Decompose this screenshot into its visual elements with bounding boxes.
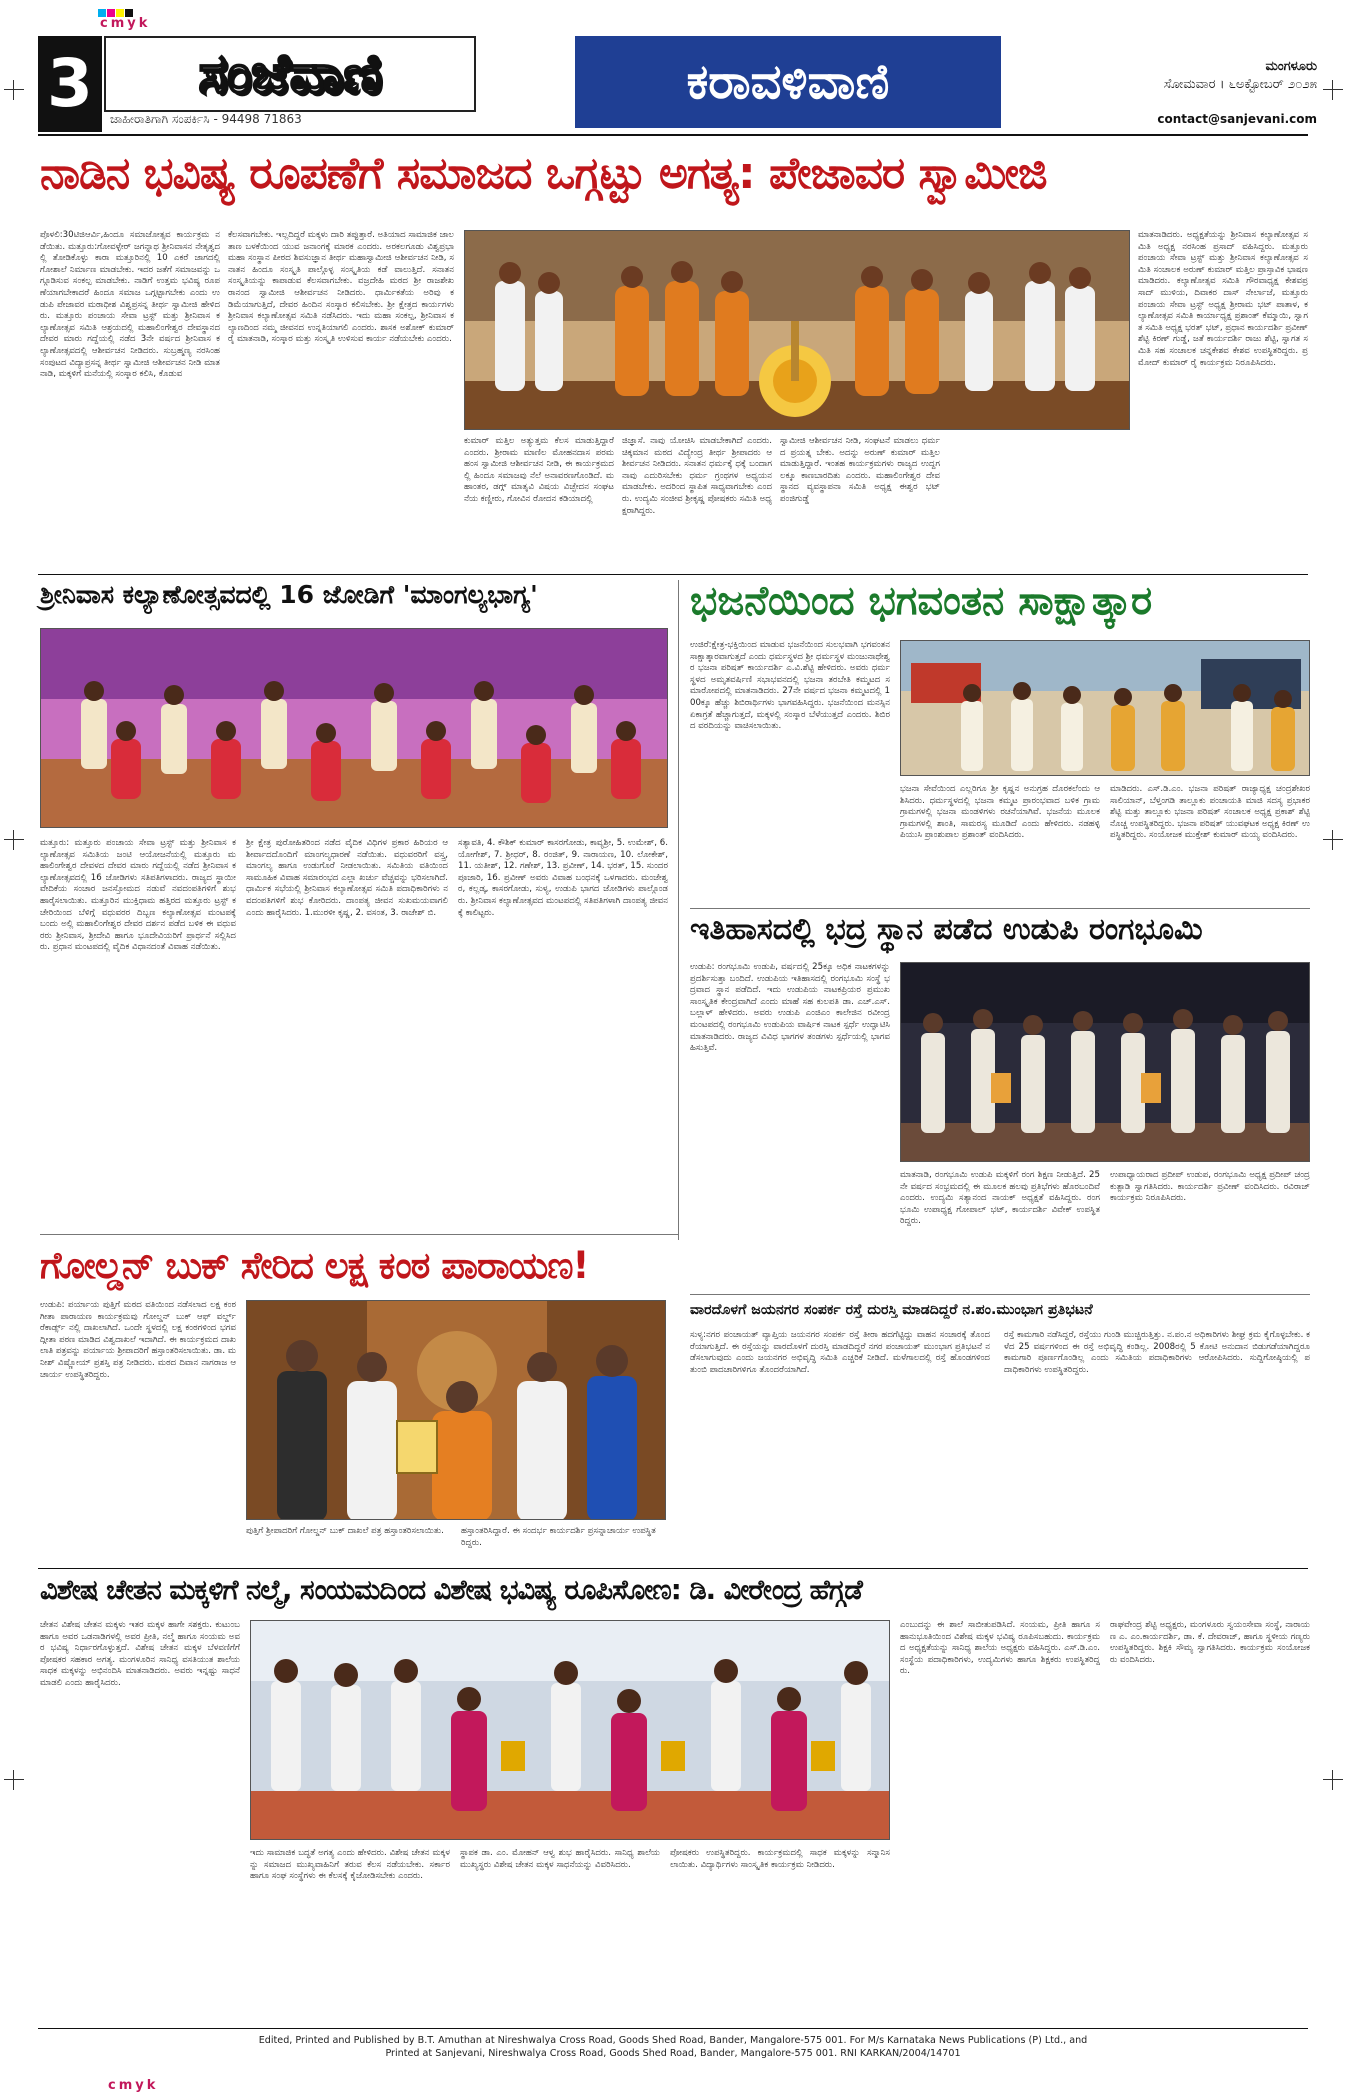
headline-mangalya-part1: ಶ್ರೀನಿವಾಸ ಕಲ್ಯಾಣೋತ್ಸವದಲ್ಲಿ 16 ಜೋಡಿಗೆ: [40, 580, 403, 609]
story6-col1: ಸುಳ್ಯ:ನಗರ ಪಂಚಾಯತ್ ವ್ಯಾಪ್ತಿಯ ಜಯನಗರ ಸಂಪರ್ಕ ರಸ್ತೆ ತೀರಾ ಹದಗೆಟ್ಟಿದ್ದು ವಾಹನ ಸಂಚಾರಕ್ಕೆ ತೊಂದರೆಯಾಗುತ್ತಿದೆ. ಈ ರಸ್ತೆಯನ್ನು ವಾರದೊಳಗೆ ದುರಸ್ತಿ ಮಾಡದಿದ್ದರೆ ನಗರ ಪಂಚಾಯತ್ ಮುಂಭಾಗ ಪ್ರತಿಭಟನೆ ನಡೆಸಲಾಗುವುದು ಎಂದು ಜಯನಗರ ಅಭಿವೃದ್ಧಿ ಸಮಿತಿ ಎಚ್ಚರಿಕೆ ನೀಡಿದೆ. ಮಳೆಗಾಲದಲ್ಲಿ ರಸ್ತೆ ಹೊಂಡಗಳಿಂದ ತುಂಬಿ ಪಾದಚಾರಿಗಳಿಗೂ ತೊಂದರೆಯಾಗಿದೆ.: [690, 1330, 990, 1375]
section-rule: [690, 1294, 1310, 1295]
imprint-footer: [38, 2034, 1308, 2060]
headline-rangabhoomi: ಇತಿಹಾಸದಲ್ಲಿ ಭದ್ರ ಸ್ಥಾನ ಪಡೆದ ಉಡುಪಿ ರಂಗಭೂಮಿ: [690, 912, 1203, 947]
story2-col1: ಮತ್ತೂರು: ಮತ್ತೂರು ಪಂಚಾಯ ಸೇವಾ ಟ್ರಸ್ಟ್ ಮತ್ತು ಶ್ರೀನಿವಾಸ ಕಲ್ಯಾಣೋತ್ಸವ ಸಮಿತಿಯ ಜಂಟಿ ಆಯೋಜನೆಯಲ್ಲಿ ಮತ್ತೂರು ಮಹಾಲಿಂಗೇಶ್ವರ ದೇವಳದ ದೇವರ ಮಾರು ಗದ್ದೆಯಲ್ಲಿ ನಡೆದ ಶ್ರೀನಿವಾಸ ಕಲ್ಯಾಣೋತ್ಸವದಲ್ಲಿ 16 ಜೋಡಿಗಳು ಸತಿಪತಿಗಳಾದರು. ರಾಜ್ಯದ ಸ್ಥಾಯೀ ವೇದಿಕೆಯ ಸಂಚಾರ ಜನಸ್ತೋಮದ ನಡುವೆ ನವದಂಪತಿಗಳಿಗೆ ಶುಭ ಹಾರೈಸಲಾಯಿತು. ಮತ್ತೂರಿನ ಮುಕ್ತಿಧಾಮ ಹತ್ತಿರದ ಮತ್ತೂರು ಟ್ರಸ್ಟ್ ಕಚೇರಿಯಿಂದ ಬೆಳಿಗ್ಗೆ ವಧುವರರ ದಿಬ್ಬಣ ಕಲ್ಯಾಣೋತ್ಸವ ಮಂಟಪಕ್ಕೆ ಬಂದು ಅಲ್ಲಿ ಮಹಾಲಿಂಗೇಶ್ವರ ದೇವರ ದರ್ಶನ ಪಡೆದ ಬಳಿಕ ಈ ವಧುವರರು ಶ್ರೀನಿವಾಸ, ಶ್ರೀದೇವಿ ಹಾಗೂ ಭೂದೇವಿಯರಿಗೆ ಪ್ರಾರ್ಥನೆ ಸಲ್ಲಿಸಿದರು. ಪ್ರಧಾನ ಮಂಟಪದಲ್ಲಿ ವೈದಿಕ ವಿಧಾನದಂತೆ ವಿವಾಹ ನಡೆಯಿತು.: [40, 838, 236, 953]
section-rule: [38, 574, 1308, 575]
story7-col4: ಪೋಷಕರು ಉಪಸ್ಥಿತರಿದ್ದರು. ಕಾರ್ಯಕ್ರಮದಲ್ಲಿ ಸಾಧಕ ಮಕ್ಕಳನ್ನು ಸನ್ಮಾನಿಸಲಾಯಿತು. ವಿದ್ಯಾರ್ಥಿಗಳು ಸಾಂಸ್ಕೃತಿಕ ಕಾರ್ಯಕ್ರಮ ನೀಡಿದರು.: [670, 1848, 890, 1870]
story5-col1: ಉಡುಪಿ: ಪರ್ಯಾಯ ಪುತ್ತಿಗೆ ಮಠದ ವತಿಯಿಂದ ನಡೆಸಲಾದ ಲಕ್ಷ ಕಂಠ ಗೀತಾ ಪಾರಾಯಣ ಕಾರ್ಯಕ್ರಮವು ಗೋಲ್ಡನ್ ಬುಕ್ ಆಫ್ ವರ್ಲ್ಡ್ ರೆಕಾರ್ಡ್ಸ್ ನಲ್ಲಿ ದಾಖಲಾಗಿದೆ. ಒಂದೇ ಸ್ಥಳದಲ್ಲಿ ಲಕ್ಷ ಕಂಠಗಳಿಂದ ಭಗವದ್ಗೀತಾ ಪಠಣ ಮಾಡಿದ ವಿಶ್ವದಾಖಲೆ ಇದಾಗಿದೆ. ಈ ಕಾರ್ಯಕ್ರಮದ ದಾಖಲಾತಿ ಪತ್ರವನ್ನು ಪರ್ಯಾಯ ಶ್ರೀಪಾದರಿಗೆ ಹಸ್ತಾಂತರಿಸಲಾಯಿತು. ಡಾ. ಮನೀಶ್ ವಿಷ್ಣೋಯ್ ಪ್ರಶಸ್ತಿ ಪತ್ರ ನೀಡಿದರು. ಮಠದ ದಿವಾನ ನಾಗರಾಜ ಆಚಾರ್ಯ ಉಪಸ್ಥಿತರಿದ್ದರು.: [40, 1300, 236, 1380]
story1-col5: ಸ್ವಾಮೀಜಿ ಆಶೀರ್ವಚನ ನೀಡಿ, ಸಂಘಟನೆ ಮಾಡಲು ಧರ್ಮದ ಪ್ರಯತ್ನ ಬೇಕು. ಅದನ್ನು ಅರುಣ್ ಕುಮಾರ್ ಮತ್ತಿಲ ಮಾಡುತ್ತಿದ್ದಾರೆ. ಇಂತಹ ಕಾರ್ಯಕ್ರಮಗಳು ರಾಜ್ಯದ ಉದ್ದಗಲಕ್ಕೂ ಕಾಣಬಾರದಿತು ಎಂದರು. ಮಹಾಲಿಂಗೇಶ್ವರ ದೇವಸ್ಥಾನದ ವ್ಯವಸ್ಥಾಪನಾ ಸಮಿತಿ ಅಧ್ಯಕ್ಷ ಈಶ್ವರ ಭಟ್ ಪಂಜಿಗುಡ್ಡೆ: [780, 436, 940, 504]
headline-bhajane: ಭಜನೆಯಿಂದ ಭಗವಂತನ ಸಾಕ್ಷಾತ್ಕಾರ: [690, 578, 1153, 624]
dateline: [1164, 58, 1317, 94]
story4-col2: ಮಾತನಾಡಿ, ರಂಗಭೂಮಿ ಉಡುಪಿ ಮಕ್ಕಳಿಗೆ ರಂಗ ಶಿಕ್ಷಣ ನೀಡುತ್ತಿದೆ. 25ನೇ ವರ್ಷದ ಸಂಭ್ರಮದಲ್ಲಿ ಈ ಮೂಲಕ ಹಲವು ಪ್ರತಿಭೆಗಳು ಹೊರಬಂದಿವೆ ಎಂದರು. ಉದ್ಯಮಿ ಸತ್ಯಾನಂದ ನಾಯಕ್ ಅಧ್ಯಕ್ಷತೆ ವಹಿಸಿದ್ದರು. ರಂಗಭೂಮಿ ಉಪಾಧ್ಯಕ್ಷ ಗೋಪಾಲ್ ಭಟ್, ಕಾರ್ಯದರ್ಶಿ ವಿವೇಕ್ ಉಪಸ್ಥಿತರಿದ್ದರು.: [900, 1170, 1100, 1227]
headline-heggade: ವಿಶೇಷ ಚೇತನ ಮಕ್ಕಳಿಗೆ ನಲ್ಮೆ, ಸಂಯಮದಿಂದ ವಿಶೇಷ ಭವಿಷ್ಯ ರೂಪಿಸೋಣ: ಡಿ. ವೀರೇಂದ್ರ ಹೆಗ್ಗಡೆ: [40, 1574, 862, 1606]
felicitation-photo: [251, 1621, 890, 1840]
story7-col3: ಸ್ಥಾಪಕ ಡಾ. ಎಂ. ಮೋಹನ್ ಆಳ್ವ ಶುಭ ಹಾರೈಸಿದರು. ಸಾನಿಧ್ಯ ಶಾಲೆಯ ಮುಖ್ಯಸ್ಥರು ವಿಶೇಷ ಚೇತನ ಮಕ್ಕಳ ಸಾಧನೆಯನ್ನು ವಿವರಿಸಿದರು.: [460, 1848, 660, 1870]
certificate-photo: [247, 1301, 666, 1520]
wedding-photo: [41, 629, 668, 828]
ceremony-photo: [465, 231, 1130, 430]
story1-col1: ಪೊಳಲಿ:30ಟಿಜಿಆರ್ವಿ,ಹಿಂದೂ ಸಮಾಜೋತ್ಸವ ಕಾರ್ಯಕ್ರಮ ನಡೆಯಿತು. ಮತ್ತೂರು:ಗೋವಳ್ಳೇರ್ ಜಗನ್ನಾಥ ಶ್ರೀನಿವಾಸನ ನೇತೃತ್ವದಲ್ಲಿ ತೋಡಿಕೊಳ್ಳು ಕಾರಾ ಮತ್ತೂರಿನಲ್ಲಿ 10 ಎಕರೆ ಜಾಗದಲ್ಲಿ ಗೋಶಾಲೆ ನಿರ್ಮಾಣ ಮಾಡಬೇಕು. ಇದರ ಜತೆಗೆ ಸಮಾಜವನ್ನು ಒಗ್ಗೂಡಿಸುವ ಸಂಕಲ್ಪ ಮಾಡಬೇಕು. ನಾಡಿಗೆ ಉತ್ತಮ ಭವಿಷ್ಯ ರೂಪಣೆಯಾಗಬೇಕಾದರೆ ಹಿಂದೂ ಸಮಾಜ ಒಗ್ಗಟ್ಟಾಗಬೇಕು ಎಂದು ಉಡುಪಿ ಪೇಜಾವರ ಮಠಾಧೀಶ ವಿಶ್ವಪ್ರಸನ್ನ ತೀರ್ಥ ಸ್ವಾಮೀಜಿ ಹೇಳಿದರು. ಮತ್ತೂರು ಪಂಚಾಯ ಸೇವಾ ಟ್ರಸ್ಟ್ ಮತ್ತು ಶ್ರೀನಿವಾಸ ಕಲ್ಯಾಣೋತ್ಸವ ಸಮಿತಿ ಆಶ್ರಯದಲ್ಲಿ ಮಹಾಲಿಂಗೇಶ್ವರ ದೇವಸ್ಥಾನದ ದೇವರ ಮಾರು ಗದ್ದೆಯಲ್ಲಿ ನಡೆದ 3ನೇ ವರ್ಷದ ಶ್ರೀನಿವಾಸ ಕಲ್ಯಾಣೋತ್ಸವದಲ್ಲಿ ಆಶೀರ್ವಚನ ನೀಡಿದರು. ಸುಬ್ರಹ್ಮಣ್ಯ ನರಸಿಂಹ ಸಂಪುಟದ ವಿದ್ಯಾಪ್ರಸನ್ನ ತೀರ್ಥ ಸ್ವಾಮೀಜಿ ಆಶೀರ್ವಚನ ನೀಡಿ ಮಾತನಾಡಿ, ಮಕ್ಕಳಿಗೆ ಮನೆಯಲ್ಲಿ ಸಂಸ್ಕಾರ ಕಲಿಸಿ, ಕೊಡುವ: [40, 230, 220, 380]
story3-col2: ಭಜನಾ ಸೇವೆಯಿಂದ ಎಲ್ಲರಿಗೂ ಶ್ರೀ ಕೃಷ್ಣನ ಅನುಗ್ರಹ ದೊರಕಲೆಂದು ಆಶಿಸಿದರು. ಧರ್ಮಸ್ಥಳದಲ್ಲಿ ಭಜನಾ ಕಮ್ಮಟ ಪ್ರಾರಂಭವಾದ ಬಳಿಕ ಗ್ರಾಮ ಗ್ರಾಮಗಳಲ್ಲಿ ಭಜನಾ ಮಂಡಳಿಗಳು ರಚನೆಯಾಗಿವೆ. ಭಜನೆಯ ಮೂಲಕ ಗ್ರಾಮಗಳಲ್ಲಿ ಶಾಂತಿ, ಸಾಮರಸ್ಯ ಮೂಡಿದೆ ಎಂದು ಹೇಳಿದರು. ನಡಹಳ್ಳಿ ಪಿಯುಸಿ ಪ್ರಾಂಶುಪಾಲ ಪ್ರಶಾಂತ್ ವಂದಿಸಿದರು.: [900, 784, 1100, 841]
story7-col5: ಎಂಬುದನ್ನು ಈ ಶಾಲೆ ಸಾಬೀತುಪಡಿಸಿದೆ. ಸಂಯಮ, ಪ್ರೀತಿ ಹಾಗೂ ಸಹಾನುಭೂತಿಯಿಂದ ವಿಶೇಷ ಮಕ್ಕಳ ಭವಿಷ್ಯ ರೂಪಿಸಬಹುದು. ಕಾರ್ಯಕ್ರಮದ ಅಧ್ಯಕ್ಷತೆಯನ್ನು ಸಾನಿಧ್ಯ ಶಾಲೆಯ ಅಧ್ಯಕ್ಷರು ವಹಿಸಿದ್ದರು. ಎಸ್.ಡಿ.ಎಂ. ಸಂಸ್ಥೆಯ ಪದಾಧಿಕಾರಿಗಳು, ಉದ್ಯಮಿಗಳು ಹಾಗೂ ಶಿಕ್ಷಕರು ಉಪಸ್ಥಿತರಿದ್ದರು.: [900, 1620, 1100, 1677]
section-rule: [690, 908, 1310, 909]
story1-col3: ಕುಮಾರ್ ಮತ್ತಿಲ ಅತ್ಯುತ್ತಮ ಕೆಲಸ ಮಾಡುತ್ತಿದ್ದಾರೆ ಎಂದರು. ಶ್ರೀರಾಮ ಮಾಣಿಲ ಮೋಹನದಾಸ ಪರಮಹಂಸ ಸ್ವಾಮೀಜಿ ಆಶೀರ್ವಚನ ನೀಡಿ, ಈ ಕಾರ್ಯಕ್ರಮದಲ್ಲಿ ಹಿಂದೂ ಸಮಾಜವು ನೆಲೆ ಅನಾವರಣಗೊಂಡಿದೆ. ಮಹಾಂತರ, ಡಗ್ಗ್ ಮಾತೃವಿ ವಿಷಯ ವಿಚ್ಛೇದನ ಸಂಘಟನೆಯ ಕಣ್ಣೀರು, ಗೋವಿನ ರೋದನ ಕಡಿಯಾದಲ್ಲಿ: [464, 436, 614, 504]
registration-mark: [1323, 80, 1343, 100]
story6-col2: ರಸ್ತೆ ಕಾಮಗಾರಿ ನಡೆಸಿದ್ದರೆ, ರಸ್ತೆಯು ಗುಂಡಿ ಮುಚ್ಚಿರುತ್ತಿತ್ತು. ನ.ಪಂ.ನ ಅಧಿಕಾರಿಗಳು ಶೀಘ್ರ ಕ್ರಮ ಕೈಗೊಳ್ಳಬೇಕು. ಕಳೆದ 25 ವರ್ಷಗಳಿಂದ ಈ ರಸ್ತೆ ಅಭಿವೃದ್ಧಿ ಕಂಡಿಲ್ಲ. 2008ರಲ್ಲಿ 5 ಕೋಟಿ ಅನುದಾನ ಬಿಡುಗಡೆಯಾಗಿದ್ದರೂ ಕಾಮಗಾರಿ ಪೂರ್ಣಗೊಂಡಿಲ್ಲ ಎಂದು ಸಮಿತಿಯ ಪದಾಧಿಕಾರಿಗಳು ಆರೋಪಿಸಿದರು. ಸುದ್ದಿಗೋಷ್ಠಿಯಲ್ಲಿ ಪದಾಧಿಕಾರಿಗಳು ಉಪಸ್ಥಿತರಿದ್ದರು.: [1004, 1330, 1310, 1375]
story1-col6: ಮಾತನಾಡಿದರು. ಅಧ್ಯಕ್ಷತೆಯನ್ನು ಶ್ರೀನಿವಾಸ ಕಲ್ಯಾಣೋತ್ಸವ ಸಮಿತಿ ಅಧ್ಯಕ್ಷ ನರಸಿಂಹ ಪ್ರಸಾದ್ ವಹಿಸಿದ್ದರು. ಮತ್ತೂರು ಪಂಚಾಯ ಸೇವಾ ಟ್ರಸ್ಟ್ ಮತ್ತು ಶ್ರೀನಿವಾಸ ಕಲ್ಯಾಣೋತ್ಸವ ಸಮಿತಿ ಸಂಚಾಲಕ ಅರುಣ್ ಕುಮಾರ್ ಮತ್ತಿಲ ಪ್ರಾಸ್ತಾವಿಕ ಭಾಷಣ ಮಾಡಿದರು. ಕಲ್ಯಾಣೋತ್ಸವ ಸಮಿತಿ ಗೌರವಾಧ್ಯಕ್ಷ ಕೇಶವಪ್ರಸಾದ್ ಮುಳಿಯ, ದಿವಾಕರ ದಾಸ್ ನೇರ್ಲಾಜೆ, ಮತ್ತೂರು ಪಂಚಾಯ ಸೇವಾ ಟ್ರಸ್ಟ್ ಅಧ್ಯಕ್ಷ ಶ್ರೀರಾಮ ಭಟ್ ಪಾತಾಳ, ಕಲ್ಯಾಣೋತ್ಸವ ಸಮಿತಿ ಕಾರ್ಯಾಧ್ಯಕ್ಷ ಪ್ರಶಾಂತ್ ಕೆಮ್ಮಾಯಿ, ಸ್ವಾಗತ ಸಮಿತಿ ಅಧ್ಯಕ್ಷ ಭರತ್ ಭಟ್, ಪ್ರಧಾನ ಕಾರ್ಯದರ್ಶಿ ಪ್ರವೀಣ್ ಶೆಟ್ಟಿ ಕಿರಣ್ ಗುಡ್ಡೆ, ಜತೆ ಕಾರ್ಯದರ್ಶಿ ರಾಜು ಶೆಟ್ಟಿ, ಸ್ವಾಗತ ಸಮಿತಿ ಸಹ ಸಂಚಾಲಕ ಚನ್ನಕೇಶವ ಕೇಶವ ಉಪಸ್ಥಿತರಿದ್ದರು. ಪ್ರಮೋದ್ ಕುಮಾರ್ ರೈ ಕಾರ್ಯಕ್ರಮ ನಿರೂಪಿಸಿದರು.: [1138, 230, 1308, 368]
imprint-line-1: Edited, Printed and Published by B.T. Amuthan at Nireshwalya Cross Road, Goods Shed Road, Bander, Mangalore-575 001. For M/s Karnataka News Publications (P) Ltd., and: [258, 2035, 1088, 2046]
headline-pejavara: ನಾಡಿನ ಭವಿಷ್ಯ ರೂಪಣೆಗೆ ಸಮಾಜದ ಒಗ್ಗಟ್ಟು ಅಗತ್ಯ: ಪೇಜಾವರ ಸ್ವಾಮೀಜಿ: [40, 148, 1047, 199]
story4-col1: ಉಡುಪಿ: ರಂಗಭೂಮಿ ಉಡುಪಿ, ವರ್ಷದಲ್ಲಿ 25ಕ್ಕೂ ಅಧಿಕ ನಾಟಕಗಳನ್ನು ಪ್ರದರ್ಶಿಸುತ್ತಾ ಬಂದಿದೆ. ಉಡುಪಿಯ ಇತಿಹಾಸದಲ್ಲಿ ರಂಗಭೂಮಿ ಸಂಸ್ಥೆ ಭದ್ರವಾದ ಸ್ಥಾನ ಪಡೆದಿದೆ. ಇದು ಉಡುಪಿಯ ನಾಟಕಪ್ರಿಯರ ಪ್ರಮುಖ ಸಾಂಸ್ಕೃತಿಕ ಕೇಂದ್ರವಾಗಿದೆ ಎಂದು ಮಾಹೆ ಸಹ ಕುಲಪತಿ ಡಾ. ಎಚ್.ಎಸ್. ಬಲ್ಲಾಳ್ ಹೇಳಿದರು. ಅವರು ಉಡುಪಿ ಎಂಜಿಎಂ ಕಾಲೇಜಿನ ರವೀಂದ್ರ ಮಂಟಪದಲ್ಲಿ ರಂಗಭೂಮಿ ಉಡುಪಿಯ ವಾರ್ಷಿಕ ನಾಟಕ ಸ್ಪರ್ಧೆ ಉದ್ಘಾಟಿಸಿ ಮಾತನಾಡಿದರು. ರಾಜ್ಯದ ವಿವಿಧ ಭಾಗಗಳ ತಂಡಗಳು ಸ್ಪರ್ಧೆಯಲ್ಲಿ ಭಾಗವಹಿಸುತ್ತಿವೆ.: [690, 962, 890, 1054]
masthead-ad-contact: ಜಾಹೀರಾತಿಗಾಗಿ ಸಂಪರ್ಕಿಸಿ - 94498 71863: [110, 112, 302, 126]
story2-col2: ಶ್ರೀ ಕ್ಷೇತ್ರ ಪುರೋಹಿತರಿಂದ ನಡೆದ ವೈದಿಕ ವಿಧಿಗಳ ಪ್ರಕಾರ ಹಿರಿಯರ ಆಶೀರ್ವಾದದೊಂದಿಗೆ ಮಾಂಗಲ್ಯಧಾರಣೆ ನಡೆಯಿತು. ವಧುವರರಿಗೆ ವಸ್ತ್ರ, ಮಾಂಗಲ್ಯ ಹಾಗೂ ಉಡುಗೊರೆ ನೀಡಲಾಯಿತು. ಸಮಿತಿಯ ವತಿಯಿಂದ ಸಾಮೂಹಿಕ ವಿವಾಹ ಸಮಾರಂಭದ ಎಲ್ಲಾ ಖರ್ಚು ವೆಚ್ಚವನ್ನು ಭರಿಸಲಾಗಿದೆ. ಧಾರ್ಮಿಕ ಸಭೆಯಲ್ಲಿ ಶ್ರೀನಿವಾಸ ಕಲ್ಯಾಣೋತ್ಸವ ಸಮಿತಿ ಪದಾಧಿಕಾರಿಗಳು ನವದಂಪತಿಗಳಿಗೆ ಶುಭ ಕೋರಿದರು. ದಾಂಪತ್ಯ ಜೀವನ ಸುಖಮಯವಾಗಲಿ ಎಂದು ಹಾರೈಸಿದರು. 1.ಮುರಳೀ ಕೃಷ್ಣ, 2. ವಸಂತ, 3. ರಾಜೇಶ್ ಬಿ.: [246, 838, 448, 918]
story5-caption2: ಹಸ್ತಾಂತರಿಸಿದ್ದಾರೆ. ಈ ಸಂದರ್ಭ ಕಾರ್ಯದರ್ಶಿ ಪ್ರಸನ್ನಾಚಾರ್ಯ ಉಪಸ್ಥಿತರಿದ್ದರು.: [461, 1526, 656, 1548]
footer-rule: [38, 2028, 1308, 2029]
registration-mark: [4, 1770, 24, 1790]
story4-col3: ಉಪಾಧ್ಯಾಯರಾದ ಪ್ರದೀಪ್ ಉಡುಪ, ರಂಗಭೂಮಿ ಅಧ್ಯಕ್ಷ ಪ್ರದೀಪ್ ಚಂದ್ರ ಕುತ್ಪಾಡಿ ಸ್ವಾಗತಿಸಿದರು. ಕಾರ್ಯದರ್ಶಿ ಪ್ರವೀಣ್ ವಂದಿಸಿದರು. ರವಿರಾಜ್ ಕಾರ್ಯಕ್ರಮ ನಿರೂಪಿಸಿದರು.: [1110, 1170, 1310, 1204]
headline-mangalya: [40, 580, 538, 610]
section-rule: [38, 1568, 1308, 1569]
story7-col2: ಇದು ಸಾಮಾಜಿಕ ಬದ್ಧತೆ ಅಗತ್ಯ ಎಂದು ಹೇಳಿದರು. ವಿಶೇಷ ಚೇತನ ಮಕ್ಕಳನ್ನು ಸಮಾಜದ ಮುಖ್ಯವಾಹಿನಿಗೆ ತರುವ ಕೆಲಸ ನಡೆಯಬೇಕು. ಸರ್ಕಾರ ಹಾಗೂ ಸಂಘ ಸಂಸ್ಥೆಗಳು ಈ ಕೆಲಸಕ್ಕೆ ಕೈಜೋಡಿಸಬೇಕು ಎಂದರು.: [250, 1848, 450, 1882]
column-divider: [678, 580, 679, 1240]
bhajan-photo: [901, 641, 1310, 776]
theatre-photo: [901, 963, 1310, 1162]
registration-mark: [1323, 1770, 1343, 1790]
story3-col1: ಉಜಿರೆ:ಕ್ಷೇತ್ರ-ಭಕ್ತಿಯಿಂದ ಮಾಡುವ ಭಜನೆಯಿಂದ ಸುಲಭವಾಗಿ ಭಗವಂತನ ಸಾಕ್ಷಾತ್ಕಾರವಾಗುತ್ತದೆ ಎಂದು ಧರ್ಮಸ್ಥಳದ ಶ್ರೀ ಧರ್ಮಸ್ಥಳ ಮಂಜುನಾಥೇಶ್ವರ ಭಜನಾ ಪರಿಷತ್ ಕಾರ್ಯದರ್ಶಿ ಎ.ವಿ.ಶೆಟ್ಟಿ ಹೇಳಿದರು. ಅವರು ಧರ್ಮಸ್ಥಳದ ಅಮೃತವರ್ಷಿಣಿ ಸಭಾಭವನದಲ್ಲಿ ಭಜನಾ ತರಬೇತಿ ಕಮ್ಮಟದ ಸಮಾರೋಪದಲ್ಲಿ ಮಾತನಾಡಿದರು. 27ನೇ ವರ್ಷದ ಭಜನಾ ಕಮ್ಮಟದಲ್ಲಿ 100ಕ್ಕೂ ಹೆಚ್ಚು ಶಿಬಿರಾರ್ಥಿಗಳು ಭಾಗವಹಿಸಿದ್ದರು. ಭಜನೆಯಿಂದ ಮನಸ್ಸಿನ ಏಕಾಗ್ರತೆ ಹೆಚ್ಚಾಗುತ್ತದೆ, ಮಕ್ಕಳಲ್ಲಿ ಸಂಸ್ಕಾರ ಬೆಳೆಯುತ್ತದೆ ಎಂದರು. ಶಿಬಿರದ ವರದಿಯನ್ನು ವಾಚಿಸಲಾಯಿತು.: [690, 640, 890, 732]
page-number: 3: [38, 36, 102, 132]
masthead-right-title: ಕರಾವಳಿವಾಣಿ: [686, 53, 890, 110]
story1-col2: ಕೆಲಸವಾಗಬೇಕು. ಇಲ್ಲದಿದ್ದರೆ ಮಕ್ಕಳು ದಾರಿ ತಪ್ಪುತ್ತಾರೆ. ಅತಿಯಾದ ಸಾಮಾಜಿಕ ಜಾಲತಾಣ ಬಳಕೆಯಿಂದ ಯುವ ಜನಾಂಗಕ್ಕೆ ಮಾರಕ ಎಂದರು. ಅರಕಲಗೂಡು ವಿಶ್ವಪ್ರಭಾ ಮಹಾ ಸಂಸ್ಥಾನ ಪೀಠದ ಶಿವಸುಜ್ಞಾನ ತೀರ್ಥ ಮಹಾಸ್ವಾಮೀಜಿ ಆಶೀರ್ವಚನ ನೀಡಿ, ಸನಾತನ ಹಿಂದೂ ಸಂಸ್ಕೃತಿ ಪಾಲ್ಗೊಳ್ಳ ಸಂಸ್ಕೃತಿಯ ಕಡೆ ವಾಲುತ್ತಿದೆ. ಸನಾತನ ಸಂಸ್ಕೃತಿಯನ್ನು ಕಾಪಾಡುವ ಕೆಲಸವಾಗಬೇಕು. ವಜ್ರದೇಹಿ ಮಠದ ಶ್ರೀ ರಾಜಶೇಖರಾನಂದ ಸ್ವಾಮೀಜಿ ಆಶೀರ್ವಚನ ನೀಡಿದರು. ಧಾರ್ಮಿಕತೆಯ ಅರಿವು ಕಡಿಮೆಯಾಗುತ್ತಿದೆ, ದೇವರ ಹಿಂದಿನ ಸಂಸ್ಕಾರ ಕಲಿಸಬೇಕು. ಶ್ರೀ ಕ್ಷೇತ್ರದ ಕಾರ್ಯಗಳು ಶ್ರೀನಿವಾಸ ಕಲ್ಯಾಣೋತ್ಸವ ಸಮಿತಿ ನಡೆಸಿದರು. ಇದು ಮಹಾ ಸಂಕಲ್ಪ, ಶ್ರೀನಿವಾಸ ಕಲ್ಯಾಣದಿಂದ ನಮ್ಮ ಜೀವನದ ಉನ್ನತಿಯಾಗಲಿ ಎಂದರು. ಶಾಸಕ ಅಶೋಕ್ ಕುಮಾರ್ ರೈ ಮಾತನಾಡಿ, ಸಂಸ್ಕಾರ ಮತ್ತು ಸಂಸ್ಕೃತಿ ಉಳಿಸುವ ಕಾರ್ಯ ನಡೆಯಬೇಕು ಎಂದರು.: [228, 230, 454, 345]
city: ಮಂಗಳೂರು: [1265, 59, 1317, 74]
date: ಸೋಮವಾರ । ೬ಅಕ್ಟೋಬರ್ ೨೦೨೫: [1163, 77, 1317, 92]
masthead-rule: [38, 134, 1308, 136]
masthead-left-title: ಸಂಜೆವಾಣಿ: [198, 42, 382, 105]
story7-col1: ಚೇತನ ವಿಶೇಷ ಚೇತನ ಮಕ್ಕಳು ಇತರ ಮಕ್ಕಳ ಹಾಗೇ ಸಶಕ್ತರು. ಕುಟುಂಬ ಹಾಗೂ ಅವರ ಒಡನಾಡಿಗಳಲ್ಲಿ ಅವರ ಪ್ರೀತಿ, ನಲ್ಮೆ ಹಾಗೂ ಸಂಯಮ ಅವರ ಭವಿಷ್ಯ ನಿರ್ಧಾರಗೊಳ್ಳುತ್ತದೆ. ವಿಶೇಷ ಚೇತನ ಮಕ್ಕಳ ಬೆಳವಣಿಗೆಗೆ ಪೋಷಕರ ಸಹಕಾರ ಅಗತ್ಯ. ಮಂಗಳೂರಿನ ಸಾನಿಧ್ಯ ವಸತಿಯುತ ಶಾಲೆಯ ಸಾಧಕ ಮಕ್ಕಳನ್ನು ಅಭಿನಂದಿಸಿ ಮಾತನಾಡಿದರು. ಅವರು ಇನ್ನಷ್ಟು ಸಾಧನೆ ಮಾಡಲಿ ಎಂದು ಹಾರೈಸಿದರು.: [40, 1620, 240, 1688]
story3-col3: ಮಾಡಿದರು. ಎಸ್.ಡಿ.ಎಂ. ಭಜನಾ ಪರಿಷತ್ ರಾಜ್ಯಾಧ್ಯಕ್ಷ ಚಂದ್ರಶೇಖರ ಸಾಲಿಯಾನ್, ಬೆಳ್ತಂಗಡಿ ತಾಲ್ಲೂಕು ಪಂಚಾಯತಿ ಮಾಜಿ ಸದಸ್ಯ ಪ್ರಭಾಕರ ಶೆಟ್ಟಿ ಮತ್ತು ತಾಲ್ಲೂಕು ಭಜನಾ ಪರಿಷತ್ ಸಂಚಾಲಕ ಅಧ್ಯಕ್ಷ ಪ್ರಕಾಶ್ ಶೆಟ್ಟಿ ನೊಚ್ಚ ಉಪಸ್ಥಿತರಿದ್ದರು. ಭಜನಾ ಪರಿಷತ್ ಯುವಘಟಕ ಅಧ್ಯಕ್ಷ ಕಿರಣ್ ಉಪಸ್ಥಿತರಿದ್ದರು. ಸಂಯೋಜಕ ಮುಕ್ತೇಶ್ ಕುಮಾರ್ ಮಯ್ಯ ವಂದಿಸಿದರು.: [1110, 784, 1310, 841]
story3-photo: [900, 640, 1310, 776]
cmyk-label-top: cmyk: [100, 16, 151, 31]
story5-caption1: ಪುತ್ತಿಗೆ ಶ್ರೀಪಾದರಿಗೆ ಗೋಲ್ಡನ್ ಬುಕ್ ದಾಖಲೆ ಪತ್ರ ಹಸ್ತಾಂತರಿಸಲಾಯಿತು.: [246, 1526, 444, 1536]
story2-col3: ಸತ್ಯಾವತಿ, 4. ಕೌಶಿಕ್ ಕುಮಾರ್ ಕಾಸರಗೋಡು, ಕಾವ್ಯಶ್ರೀ, 5. ಉಮೇಶ್, 6. ಯೋಗೇಶ್, 7. ಶ್ರೀಧರ್, 8. ರಂಜಿತ್, 9. ನಾರಾಯಣ, 10. ಲೋಕೇಶ್, 11. ಯತೀಶ್, 12. ಗಣೇಶ್, 13. ಪ್ರವೀಣ್, 14. ಭರತ್, 15. ಸುಂದರ ಪೂಜಾರಿ, 16. ಪ್ರವೀಣ್ ಅವರು ವಿವಾಹ ಬಂಧನಕ್ಕೆ ಒಳಗಾದರು. ಮಂಜೇಶ್ವರ, ಕಲ್ಲಡ್ಕ, ಕಾಸರಗೋಡು, ಸುಳ್ಯ, ಉಡುಪಿ ಭಾಗದ ಜೋಡಿಗಳು ಪಾಲ್ಗೊಂಡರು. ಶ್ರೀನಿವಾಸ ಕಲ್ಯಾಣೋತ್ಸವದ ಮಂಟಪದಲ್ಲಿ ಸತಿಪತಿಗಳಾಗಿ ದಾಂಪತ್ಯ ಜೀವನಕ್ಕೆ ಕಾಲಿಟ್ಟರು.: [458, 838, 668, 918]
headline-jayanagar: ವಾರದೊಳಗೆ ಜಯನಗರ ಸಂಪರ್ಕ ರಸ್ತೆ ದುರಸ್ತಿ ಮಾಡದಿದ್ದರೆ ನ.ಪಂ.ಮುಂಭಾಗ ಪ್ರತಿಭಟನೆ: [690, 1302, 1093, 1318]
registration-mark: [1323, 830, 1343, 850]
imprint-line-2: Printed at Sanjevani, Nireshwalya Cross Road, Goods Shed Road, Bander, Mangalore-575 001. RNI KARKAN/2004/14701: [385, 2048, 961, 2059]
registration-mark: [4, 830, 24, 850]
story7-col6: ರಾಘವೇಂದ್ರ ಶೆಟ್ಟಿ ಅಧ್ಯಕ್ಷರು, ಮಂಗಳೂರು ಸ್ವಯಂಸೇವಾ ಸಂಸ್ಥೆ, ನಾರಾಯಣ ಎ. ಎಂ.ಕಾರ್ಯದರ್ಶಿ, ಡಾ. ಕೆ. ದೇವರಾಜ್, ಹಾಗೂ ಸ್ಥಳೀಯ ಗಣ್ಯರು ಉಪಸ್ಥಿತರಿದ್ದರು. ಶಿಕ್ಷಕಿ ಸೌಮ್ಯ ಸ್ವಾಗತಿಸಿದರು. ಕಾರ್ಯಕ್ರಮ ಸಂಯೋಜಕರು ವಂದಿಸಿದರು.: [1110, 1620, 1310, 1665]
story4-photo: [900, 962, 1310, 1162]
story7-photo: [250, 1620, 890, 1840]
story1-photo: [464, 230, 1130, 430]
headline-golden-book: ಗೋಲ್ಡನ್ ಬುಕ್ ಸೇರಿದ ಲಕ್ಷ ಕಂಠ ಪಾರಾಯಣ!: [40, 1244, 589, 1287]
headline-mangalya-part2: 'ಮಾಂಗಲ್ಯಭಾಗ್ಯ': [402, 580, 538, 609]
registration-mark: [4, 80, 24, 100]
story5-photo: [246, 1300, 666, 1520]
section-rule: [40, 1234, 678, 1235]
cmyk-label-bottom: cmyk: [108, 2078, 159, 2093]
story1-col4: ಜಿಜ್ಞಾಸೆ. ನಾವು ಯೋಚಿಸಿ ಮಾಡಬೇಕಾಗಿದೆ ಎಂದರು. ಚಿಕ್ಕಮಾನ ಮಠದ ವಿದ್ಯೇಂದ್ರ ತೀರ್ಥ ಶ್ರೀಪಾದರು ಆಶೀರ್ವಚನ ನೀಡಿದರು. ಸನಾತನ ಧರ್ಮಕ್ಕೆ ಧಕ್ಕೆ ಬಂದಾಗ ನಾವು ಎದುರಿಸಬೇಕು ಧರ್ಮ ಗ್ರಂಥಗಳ ಅಧ್ಯಯನ ಮಾಡಬೇಕು. ಅದರಿಂದ ಸ್ಥಾಪಿತ ಸಾಧ್ಯವಾಗಬೇಕು ಎಂದರು. ಉದ್ಯಮಿ ಸಂಜೀವ ಶ್ರೀಕೃಷ್ಣ ಪೋಷಕರು ಸಮಿತಿ ಅಧ್ಯಕ್ಷರಾಗಿದ್ದರು.: [622, 436, 772, 516]
masthead-sanjevani: [104, 36, 476, 112]
masthead-karavali-vani: [575, 36, 1001, 128]
story2-photo: [40, 628, 668, 828]
contact-email: contact@sanjevani.com: [1157, 112, 1317, 126]
